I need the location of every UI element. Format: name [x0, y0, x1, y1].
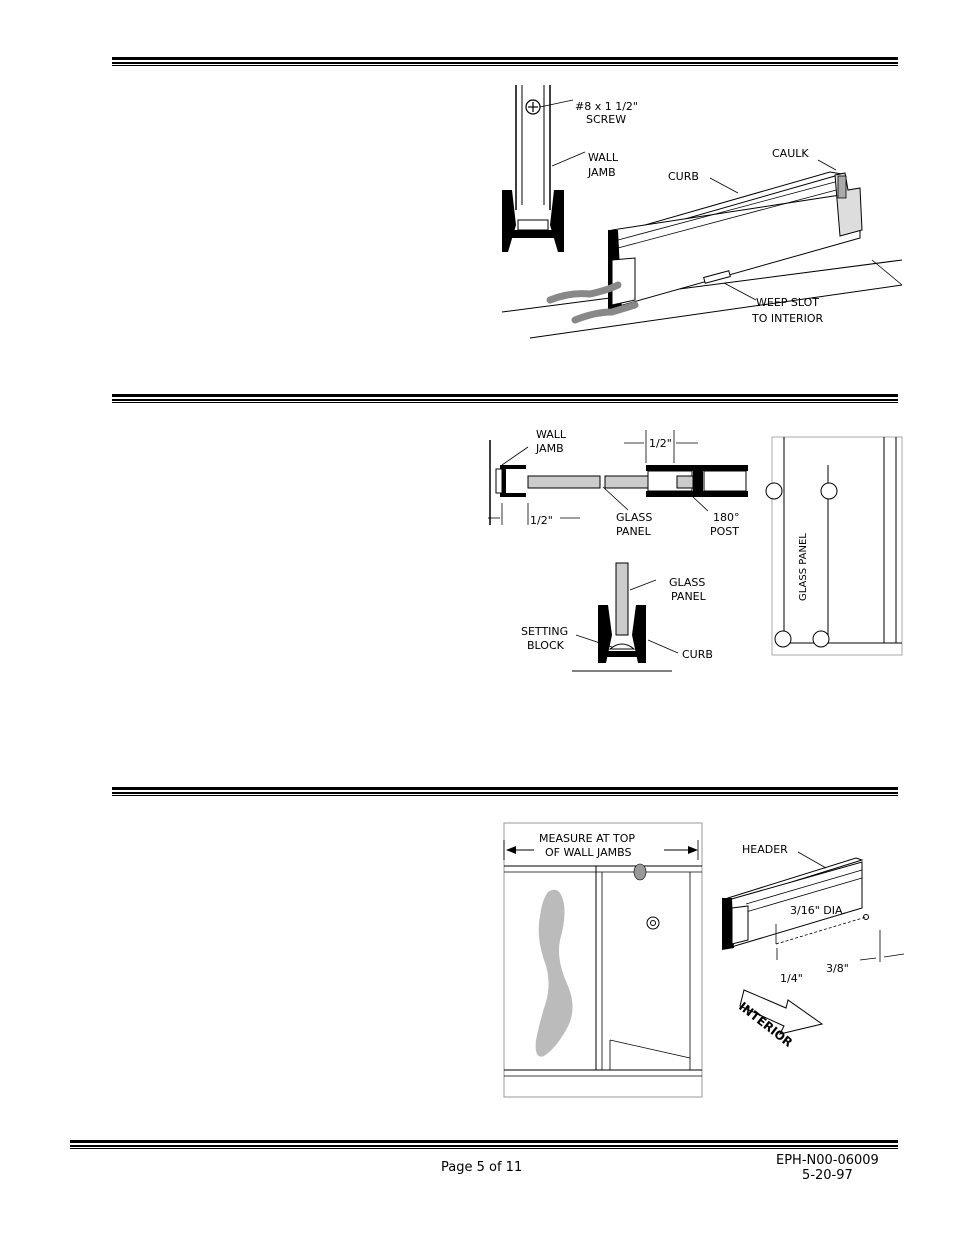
wall-jamb-label-2: JAMB [588, 166, 616, 179]
weep-slot-label-2: TO INTERIOR [752, 312, 824, 325]
curb-installation-figure [500, 80, 910, 345]
hole-diameter-label: 3/16" DIA. [790, 904, 846, 917]
measure-label-2: OF WALL JAMBS [545, 846, 632, 859]
header-label: HEADER [742, 843, 788, 856]
weep-slot-label: WEEP SLOT [756, 296, 820, 309]
post-label-2: POST [710, 525, 739, 538]
glass-panel-bottom-label-2: PANEL [671, 590, 706, 603]
wall-jamb-label: WALL [536, 428, 567, 441]
half-inch-dimension-bottom: 1/2" [530, 514, 553, 527]
section-rule-1 [112, 57, 898, 66]
curb-label: CURB [668, 170, 699, 183]
screw-label: #8 x 1 1/2" [575, 100, 638, 113]
post-label: 180° [713, 511, 740, 524]
setting-block-label-2: BLOCK [527, 639, 564, 652]
glass-panel-label: GLASS [616, 511, 653, 524]
header-measure-figure [500, 820, 912, 1102]
side-glass-panel-label: GLASS PANEL [798, 533, 809, 601]
three-eighths-label: 3/8" [826, 962, 849, 975]
glass-panel-bottom-label: GLASS [669, 576, 706, 589]
quarter-inch-label: 1/4" [780, 972, 803, 985]
curb-label: CURB [682, 648, 713, 661]
caulk-label: CAULK [772, 147, 809, 160]
setting-block-label: SETTING [521, 625, 569, 638]
glass-panel-label-2: PANEL [616, 525, 651, 538]
document-date: 5-20-97 [802, 1168, 853, 1183]
document-id-block [776, 1153, 879, 1183]
footer-rule [70, 1140, 898, 1149]
measure-label: MEASURE AT TOP [539, 832, 635, 845]
section-rule-2 [112, 394, 898, 403]
wall-jamb-label: WALL [588, 151, 619, 164]
glass-panel-figure [488, 425, 908, 675]
interior-label: INTERIOR [736, 999, 796, 1050]
section-rule-3 [112, 787, 898, 796]
wall-jamb-label-2: JAMB [536, 442, 564, 455]
screw-label-2: SCREW [586, 113, 627, 126]
half-inch-dimension-top: 1/2" [649, 437, 672, 450]
document-number: EPH-N00-06009 [776, 1153, 879, 1168]
page-number: Page 5 of 11 [441, 1160, 523, 1175]
